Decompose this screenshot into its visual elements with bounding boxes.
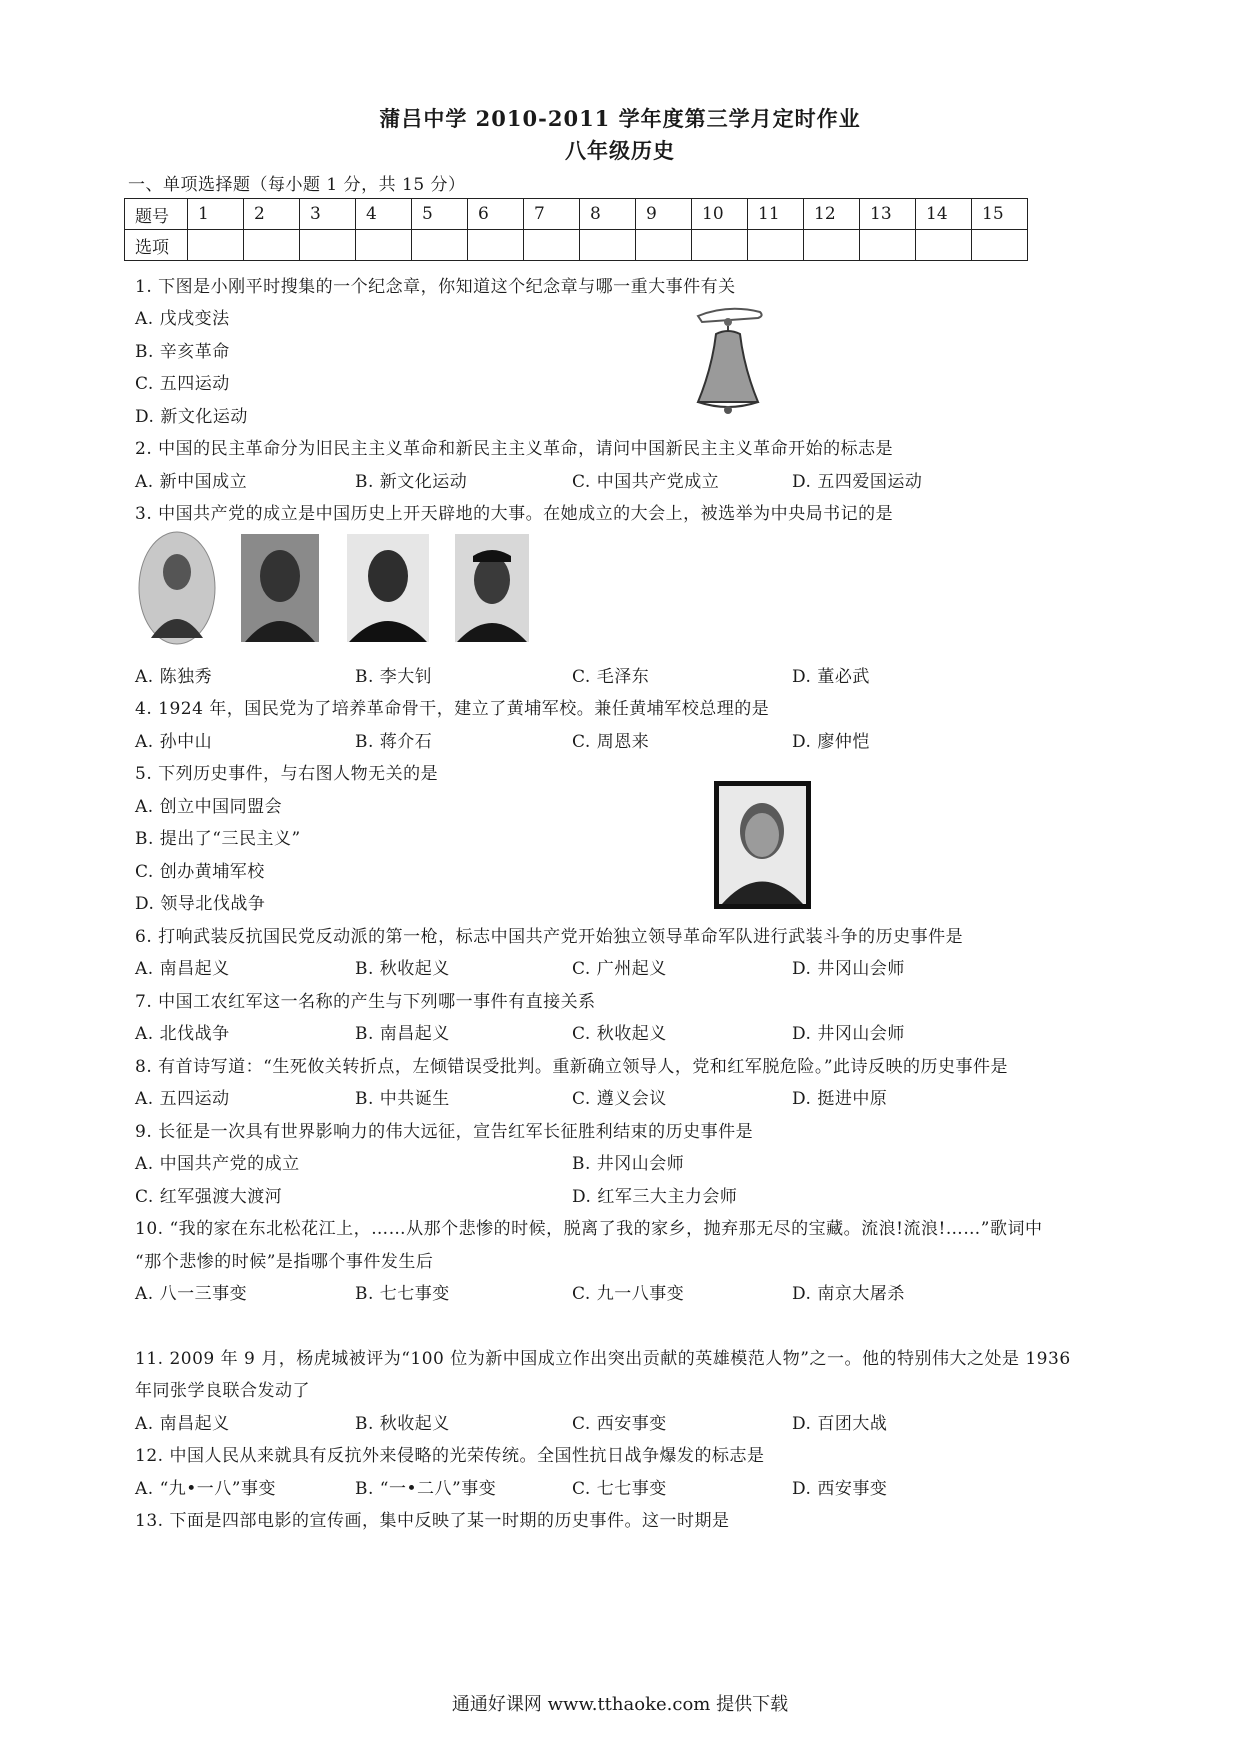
table-cell: 11 (748, 199, 804, 230)
table-cell: 13 (860, 199, 916, 230)
answer-cell[interactable] (692, 230, 748, 261)
q1-option-b: B. 辛亥革命 (135, 342, 230, 362)
sun-yat-sen-portrait-image (714, 781, 811, 909)
q6-option-b: B. 秋收起义 (355, 959, 450, 979)
question-6-stem: 6. 打响武装反抗国民党反动派的第一枪，标志中国共产党开始独立领导革命军队进行武装斗争的历史事件是 (135, 927, 964, 947)
q4-option-a: A. 孙中山 (135, 732, 213, 752)
table-cell: 1 (188, 199, 244, 230)
answer-cell[interactable] (244, 230, 300, 261)
q7-option-c: C. 秋收起义 (572, 1024, 667, 1044)
q1-option-c: C. 五四运动 (135, 374, 230, 394)
exam-subtitle: 八年级历史 (565, 138, 675, 163)
q5-option-d: D. 领导北伐战争 (135, 894, 266, 914)
q5-option-a: A. 创立中国同盟会 (135, 797, 283, 817)
q10-option-a: A. 八一三事变 (135, 1284, 248, 1304)
q11-option-b: B. 秋收起义 (355, 1414, 450, 1434)
q9-option-d: D. 红军三大主力会师 (572, 1187, 738, 1207)
answer-table (124, 198, 1028, 261)
table-cell: 6 (468, 199, 524, 230)
question-12-stem: 12. 中国人民从来就具有反抗外来侵略的光荣传统。全国性抗日战争爆发的标志是 (135, 1446, 765, 1466)
q7-option-b: B. 南昌起义 (355, 1024, 450, 1044)
answer-cell[interactable] (300, 230, 356, 261)
answer-cell[interactable] (524, 230, 580, 261)
q6-option-a: A. 南昌起义 (135, 959, 230, 979)
table-cell: 5 (412, 199, 468, 230)
question-5-stem: 5. 下列历史事件，与右图人物无关的是 (135, 764, 439, 784)
q8-option-a: A. 五四运动 (135, 1089, 230, 1109)
table-cell: 15 (972, 199, 1028, 230)
q3-option-c: C. 毛泽东 (572, 667, 650, 687)
q5-option-c: C. 创办黄埔军校 (135, 862, 265, 882)
page-footer: 通通好课网 www.tthaoke.com 提供下载 (451, 1694, 789, 1715)
q7-option-d: D. 井冈山会师 (792, 1024, 905, 1044)
q4-option-b: B. 蒋介石 (355, 732, 433, 752)
answer-cell[interactable] (972, 230, 1028, 261)
answer-cell[interactable] (804, 230, 860, 261)
question-8-stem: 8. 有首诗写道：“生死攸关转折点，左倾错误受批判。重新确立领导人，党和红军脱危险。”此诗反映的历史事件是 (135, 1057, 1009, 1077)
question-9-stem: 9. 长征是一次具有世界影响力的伟大远征，宣告红军长征胜利结束的历史事件是 (135, 1122, 754, 1142)
answer-cell[interactable] (860, 230, 916, 261)
answer-cell[interactable] (636, 230, 692, 261)
question-10-stem-line1: 10. “我的家在东北松花江上，……从那个悲惨的时候，脱离了我的家乡，抛弃那无尽的宝藏。流浪!流浪!……”歌词中 (135, 1219, 1043, 1239)
answer-cell[interactable] (412, 230, 468, 261)
answer-table-row-numbers (125, 199, 1028, 230)
q11-option-c: C. 西安事变 (572, 1414, 667, 1434)
table-cell: 2 (244, 199, 300, 230)
table-cell: 12 (804, 199, 860, 230)
q8-option-b: B. 中共诞生 (355, 1089, 450, 1109)
q12-option-c: C. 七七事变 (572, 1479, 667, 1499)
q5-option-b: B. 提出了“三民主义” (135, 829, 301, 849)
q10-option-d: D. 南京大屠杀 (792, 1284, 905, 1304)
table-header-number: 题号 (125, 199, 188, 230)
table-cell: 14 (916, 199, 972, 230)
q9-option-c: C. 红军强渡大渡河 (135, 1187, 283, 1207)
q10-option-c: C. 九一八事变 (572, 1284, 685, 1304)
q3-option-a: A. 陈独秀 (135, 667, 213, 687)
q6-option-c: C. 广州起义 (572, 959, 667, 979)
q9-option-b: B. 井冈山会师 (572, 1154, 685, 1174)
table-cell: 9 (636, 199, 692, 230)
q12-option-d: D. 西安事变 (792, 1479, 888, 1499)
q1-option-a: A. 戊戌变法 (135, 309, 230, 329)
question-1-stem: 1. 下图是小刚平时搜集的一个纪念章，你知道这个纪念章与哪一重大事件有关 (135, 277, 736, 297)
answer-table-row-options (125, 230, 1028, 261)
answer-cell[interactable] (916, 230, 972, 261)
answer-cell[interactable] (580, 230, 636, 261)
question-4-stem: 4. 1924 年，国民党为了培养革命骨干，建立了黄埔军校。兼任黄埔军校总理的是 (135, 699, 770, 719)
answer-cell[interactable] (356, 230, 412, 261)
answer-cell[interactable] (748, 230, 804, 261)
q12-option-a: A. “九•一八”事变 (135, 1479, 276, 1499)
question-13-stem: 13. 下面是四部电影的宣传画，集中反映了某一时期的历史事件。这一时期是 (135, 1511, 730, 1531)
portrait-row-image (135, 530, 535, 650)
question-2-stem: 2. 中国的民主革命分为旧民主主义革命和新民主主义革命，请问中国新民主主义革命开始的标志是 (135, 439, 894, 459)
question-11-stem-line1: 11. 2009 年 9 月，杨虎城被评为“100 位为新中国成立作出突出贡献的英雄模范人物”之一。他的特别伟大之处是 1936 (135, 1349, 1071, 1369)
q6-option-d: D. 井冈山会师 (792, 959, 905, 979)
q3-option-b: B. 李大钊 (355, 667, 433, 687)
q8-option-d: D. 挺进中原 (792, 1089, 888, 1109)
table-cell: 8 (580, 199, 636, 230)
q4-option-d: D. 廖仲恺 (792, 732, 870, 752)
question-10-stem-line2: “那个悲惨的时候”是指哪个事件发生后 (135, 1252, 434, 1272)
section-heading: 一、单项选择题（每小题 1 分，共 15 分） (128, 175, 466, 195)
q7-option-a: A. 北伐战争 (135, 1024, 230, 1044)
q2-option-b: B. 新文化运动 (355, 472, 468, 492)
q3-option-d: D. 董必武 (792, 667, 870, 687)
q12-option-b: B. “一•二八”事变 (355, 1479, 497, 1499)
q2-option-d: D. 五四爱国运动 (792, 472, 923, 492)
q9-option-a: A. 中国共产党的成立 (135, 1154, 300, 1174)
table-cell: 4 (356, 199, 412, 230)
q11-option-a: A. 南昌起义 (135, 1414, 230, 1434)
commemorative-badge-image (678, 298, 778, 418)
q2-option-c: C. 中国共产党成立 (572, 472, 720, 492)
answer-cell[interactable] (468, 230, 524, 261)
q1-option-d: D. 新文化运动 (135, 407, 248, 427)
q2-option-a: A. 新中国成立 (135, 472, 248, 492)
q8-option-c: C. 遵义会议 (572, 1089, 667, 1109)
q10-option-b: B. 七七事变 (355, 1284, 450, 1304)
table-header-option: 选项 (125, 230, 188, 261)
question-7-stem: 7. 中国工农红军这一名称的产生与下列哪一事件有直接关系 (135, 992, 596, 1012)
exam-title: 蒲吕中学 2010-2011 学年度第三学月定时作业 (379, 106, 861, 131)
table-cell: 10 (692, 199, 748, 230)
question-11-stem-line2: 年同张学良联合发动了 (135, 1381, 310, 1401)
table-cell: 7 (524, 199, 580, 230)
answer-cell[interactable] (188, 230, 244, 261)
table-cell: 3 (300, 199, 356, 230)
q11-option-d: D. 百团大战 (792, 1414, 888, 1434)
q4-option-c: C. 周恩来 (572, 732, 650, 752)
question-3-stem: 3. 中国共产党的成立是中国历史上开天辟地的大事。在她成立的大会上，被选举为中央局书记的是 (135, 504, 894, 524)
